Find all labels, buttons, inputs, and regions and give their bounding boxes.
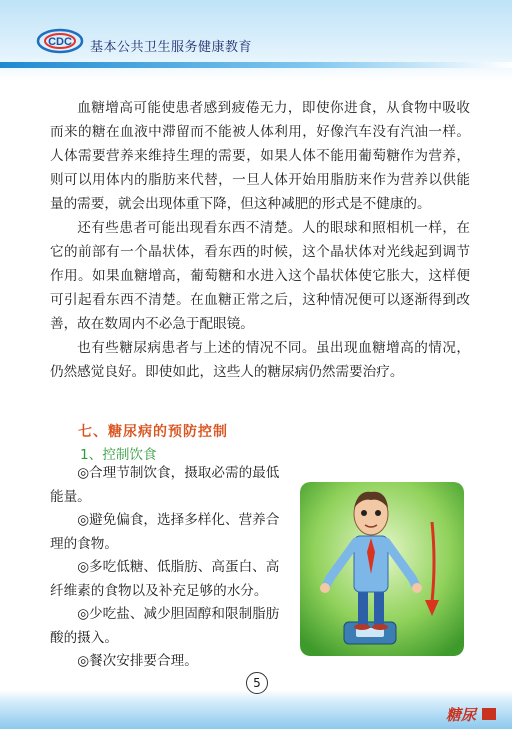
bullet-item: ◎少吃盐、减少胆固醇和限制脂肪酸的摄入。 xyxy=(50,606,280,646)
bullet-list xyxy=(50,462,288,674)
page-header xyxy=(0,0,512,80)
paragraph: 还有些患者可能出现看东西不清楚。人的眼球和照相机一样，在它的前部有一个晶状体，看东西的时候，这个晶状体对光线起到调节作用。如果血糖增高，葡萄糖和水进入这个晶状体使它胀大，这样便可引起看东西不清楚。在血糖正常之后，这种情况便可以逐渐得到改善，故在数周内不必急于配眼镜。 xyxy=(50,220,470,332)
stamp-text: 糖尿 xyxy=(446,706,477,724)
bullet-item: ◎避免偏食，选择多样化、营养合理的食物。 xyxy=(50,512,280,552)
body-text xyxy=(50,96,470,384)
cdc-logo-icon xyxy=(36,24,84,56)
section-title: 七、糖尿病的预防控制 xyxy=(78,424,228,440)
paragraph: 血糖增高可能使患者感到疲倦无力，即使你进食，从食物中吸收而来的糖在血液中滞留而不能被人体利用，好像汽车没有汽油一样。人体需要营养来维持生理的需要，如果人体不能用葡萄糖作为营养，则可以用体内的脂肪来代替，一旦人体开始用脂肪来作为营养以供能量的需要，就会出现体重下降，但这种减肥的形式是不健康的。 xyxy=(50,100,470,212)
logo-text: CDC xyxy=(48,36,72,48)
weight-loss-illustration xyxy=(300,482,464,656)
page-footer xyxy=(0,690,512,729)
bullet-item: ◎多吃低糖、低脂肪、高蛋白、高纤维素的食物以及补充足够的水分。 xyxy=(50,559,280,599)
subsection-title: 1、控制饮食 xyxy=(80,447,157,463)
bullet-item: ◎餐次安排要合理。 xyxy=(77,653,198,669)
paragraph: 也有些糖尿病患者与上述的情况不同。虽出现血糖增高的情况，仍然感觉良好。即使如此，这些人的糖尿病仍然需要治疗。 xyxy=(50,340,470,380)
header-title: 基本公共卫生服务健康教育 xyxy=(90,40,253,55)
publisher-stamp-icon xyxy=(444,703,500,725)
page-number: 5 xyxy=(246,672,268,694)
header-divider xyxy=(0,62,512,68)
bullet-item: ◎合理节制饮食，摄取必需的最低能量。 xyxy=(50,465,280,505)
